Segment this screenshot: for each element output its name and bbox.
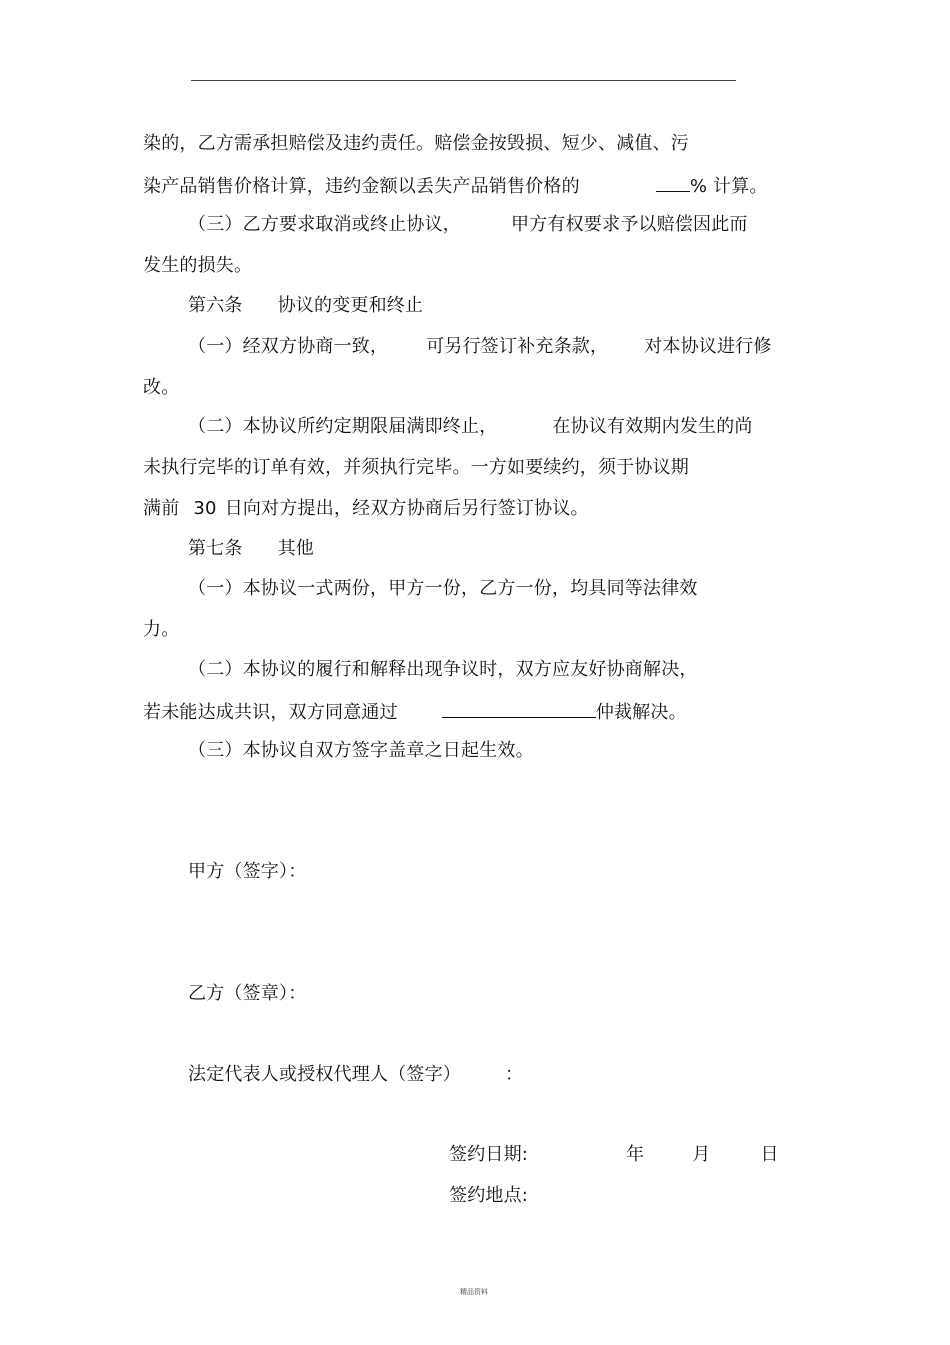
- arbitration-blank: [442, 699, 596, 718]
- text-line-4: 发生的损失。: [143, 255, 253, 276]
- representative-label: 法定代表人或授权代理人（签字）: [188, 1064, 461, 1085]
- paragraph-line: [143, 618, 179, 642]
- footer-watermark: 精品资料: [460, 1288, 488, 1296]
- article-7-title: 其他: [277, 538, 315, 559]
- signature-representative: [188, 1063, 523, 1087]
- paragraph-line: [143, 456, 689, 480]
- paragraph-line: [188, 213, 748, 237]
- text-line-12: （一）本协议一式两份，甲方一份，乙方一份，均具同等法律效: [188, 578, 698, 599]
- article-6-number: 第六条: [188, 295, 243, 316]
- year-label: 年: [626, 1144, 645, 1165]
- signature-party-a: [188, 860, 306, 884]
- text-line-15b: 仲裁解决。: [595, 702, 687, 723]
- text-line-3b: 甲方有权要求予以赔偿因此而: [511, 214, 748, 235]
- day-label: 日: [760, 1144, 779, 1165]
- article-6-title: 协议的变更和终止: [277, 295, 424, 316]
- paragraph-line: [143, 699, 687, 725]
- signing-date-label: 签约日期:: [449, 1144, 529, 1165]
- text-line-8b: 在协议有效期内发生的尚: [552, 416, 753, 437]
- paragraph-line: [143, 376, 179, 400]
- signing-place-label: 签约地点:: [449, 1185, 529, 1206]
- article-heading: [188, 294, 423, 318]
- text-line-6b: 可另行签订补充条款，: [426, 336, 609, 357]
- party-b-label: 乙方（签章）：: [188, 983, 307, 1004]
- paragraph-line: [188, 335, 772, 359]
- header-divider: [191, 80, 736, 81]
- article-7-number: 第七条: [188, 538, 243, 559]
- text-line-6c: 对本协议进行修: [644, 336, 772, 357]
- party-a-label: 甲方（签字）：: [188, 861, 307, 882]
- text-line-8a: （二）本协议所约定期限届满即终止，: [188, 416, 498, 437]
- paragraph-line: [188, 577, 698, 601]
- text-line-1: 染的，乙方需承担赔偿及违约责任。赔偿金按毁损、短少、减值、污: [143, 133, 689, 154]
- paragraph-line: [143, 497, 589, 521]
- paragraph-line: [188, 739, 534, 763]
- text-line-14: （二）本协议的履行和解释出现争议时，双方应友好协商解决，: [188, 659, 698, 680]
- signing-date: [449, 1143, 779, 1167]
- text-line-7: 改。: [143, 377, 180, 398]
- paragraph-line: [188, 415, 753, 439]
- text-line-2a: 染产品销售价格计算，违约金额以丢失产品销售价格的: [143, 176, 580, 197]
- paragraph-line: [143, 254, 252, 278]
- signature-party-b: [188, 982, 306, 1006]
- text-line-6a: （一）经双方协商一致，: [188, 336, 389, 357]
- percentage-blank: [656, 173, 690, 192]
- signing-place: [449, 1184, 528, 1208]
- text-line-15a: 若未能达成共识，双方同意通过: [143, 702, 398, 723]
- paragraph-line: [188, 658, 698, 682]
- text-line-3a: （三）乙方要求取消或终止协议，: [188, 214, 461, 235]
- month-label: 月: [692, 1144, 711, 1165]
- text-line-10a: 满前: [143, 498, 180, 519]
- representative-colon: ：: [505, 1064, 524, 1085]
- text-line-10c: 日向对方提出，经双方协商后另行签订协议。: [224, 498, 589, 519]
- text-line-10b: 30: [193, 498, 217, 519]
- text-line-16: （三）本协议自双方签字盖章之日起生效。: [188, 740, 534, 761]
- text-line-13: 力。: [143, 619, 180, 640]
- paragraph-line: [143, 173, 768, 199]
- text-line-2b: % 计算。: [689, 176, 768, 197]
- paragraph-line: [143, 132, 689, 156]
- article-heading: [188, 537, 314, 561]
- text-line-9: 未执行完毕的订单有效，并须执行完毕。一方如要续约，须于协议期: [143, 457, 689, 478]
